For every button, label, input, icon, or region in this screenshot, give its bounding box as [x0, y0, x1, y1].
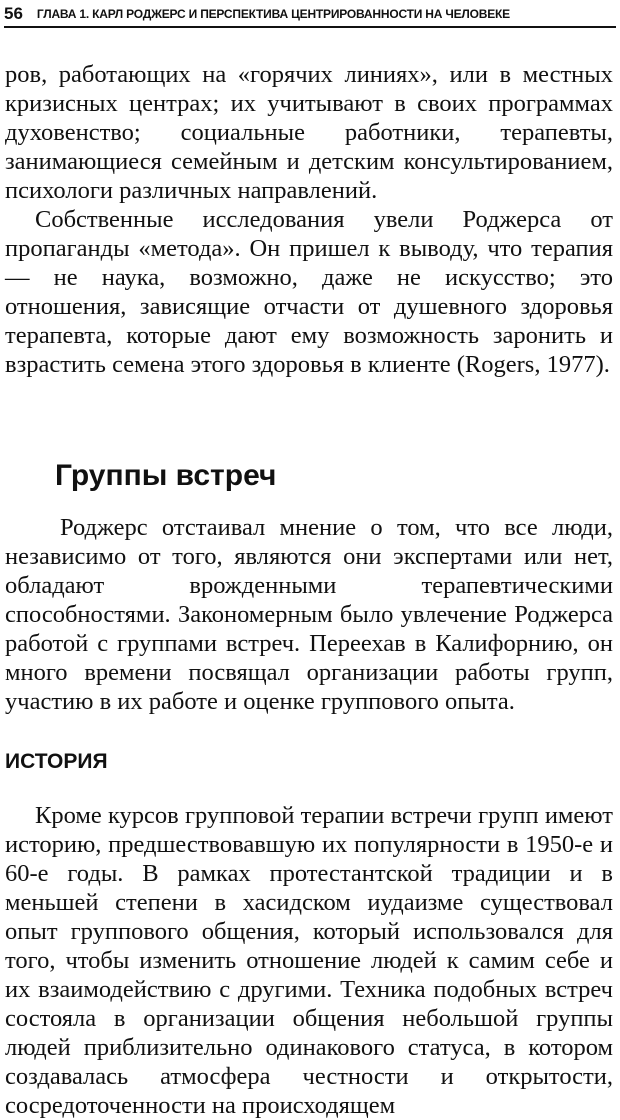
paragraph-history: Кроме курсов групповой терапии встречи групп имеют историю, предшествовавшую их популярности в 1950-е и 60-е годы. В рамках протестантской традиции и в меньшей степени в хасидском иудаизме существовал опыт группового общения, который использовался для того, чтобы изменить отношение людей к самим себе и их взаимодействию с другими. Техника подобных встреч состояла в организации общения небольшой группы людей приблизительно одинакового статуса, в котором создавалась атмосфера честности и открытости, сосредоточенности на происходящем: [5, 802, 613, 1119]
paragraph-research: Собственные исследования увели Роджерса от пропаганды «метода». Он пришел к выводу, что терапия — не наука, возможно, даже не искусство; это отношения, зависящие отчасти от душевного здоровья терапевта, которые дают ему возможность заронить и взрастить семена этого здоровья в клиенте (Rogers, 1977).: [5, 206, 613, 378]
paragraph-continued: ров, работающих на «горячих линиях», или в местных кризисных центрах; их учитывают в своих программах духовенство; социальные работники, терапевты, занимающиеся семейным и детским консультированием, психологи различных направлений.: [5, 61, 613, 204]
page-number: 56: [4, 4, 23, 23]
chapter-title: ГЛАВА 1. КАРЛ РОДЖЕРС И ПЕРСПЕКТИВА ЦЕНТРИРОВАННОСТИ НА ЧЕЛОВЕКЕ: [36, 7, 510, 21]
section-heading: Группы встреч: [55, 459, 277, 492]
paragraph-encounter-groups: Роджерс отстаивал мнение о том, что все люди, независимо от того, являются они экспертами или нет, обладают врожденными терапевтическими способностями. Закономерным было увлечение Роджерса работой с группами встреч. Переехав в Калифорнию, он много времени посвящал организации работы групп, участию в их работе и оценке группового опыта.: [5, 514, 613, 715]
subsection-heading: ИСТОРИЯ: [5, 750, 108, 773]
running-header: [4, 2, 616, 28]
